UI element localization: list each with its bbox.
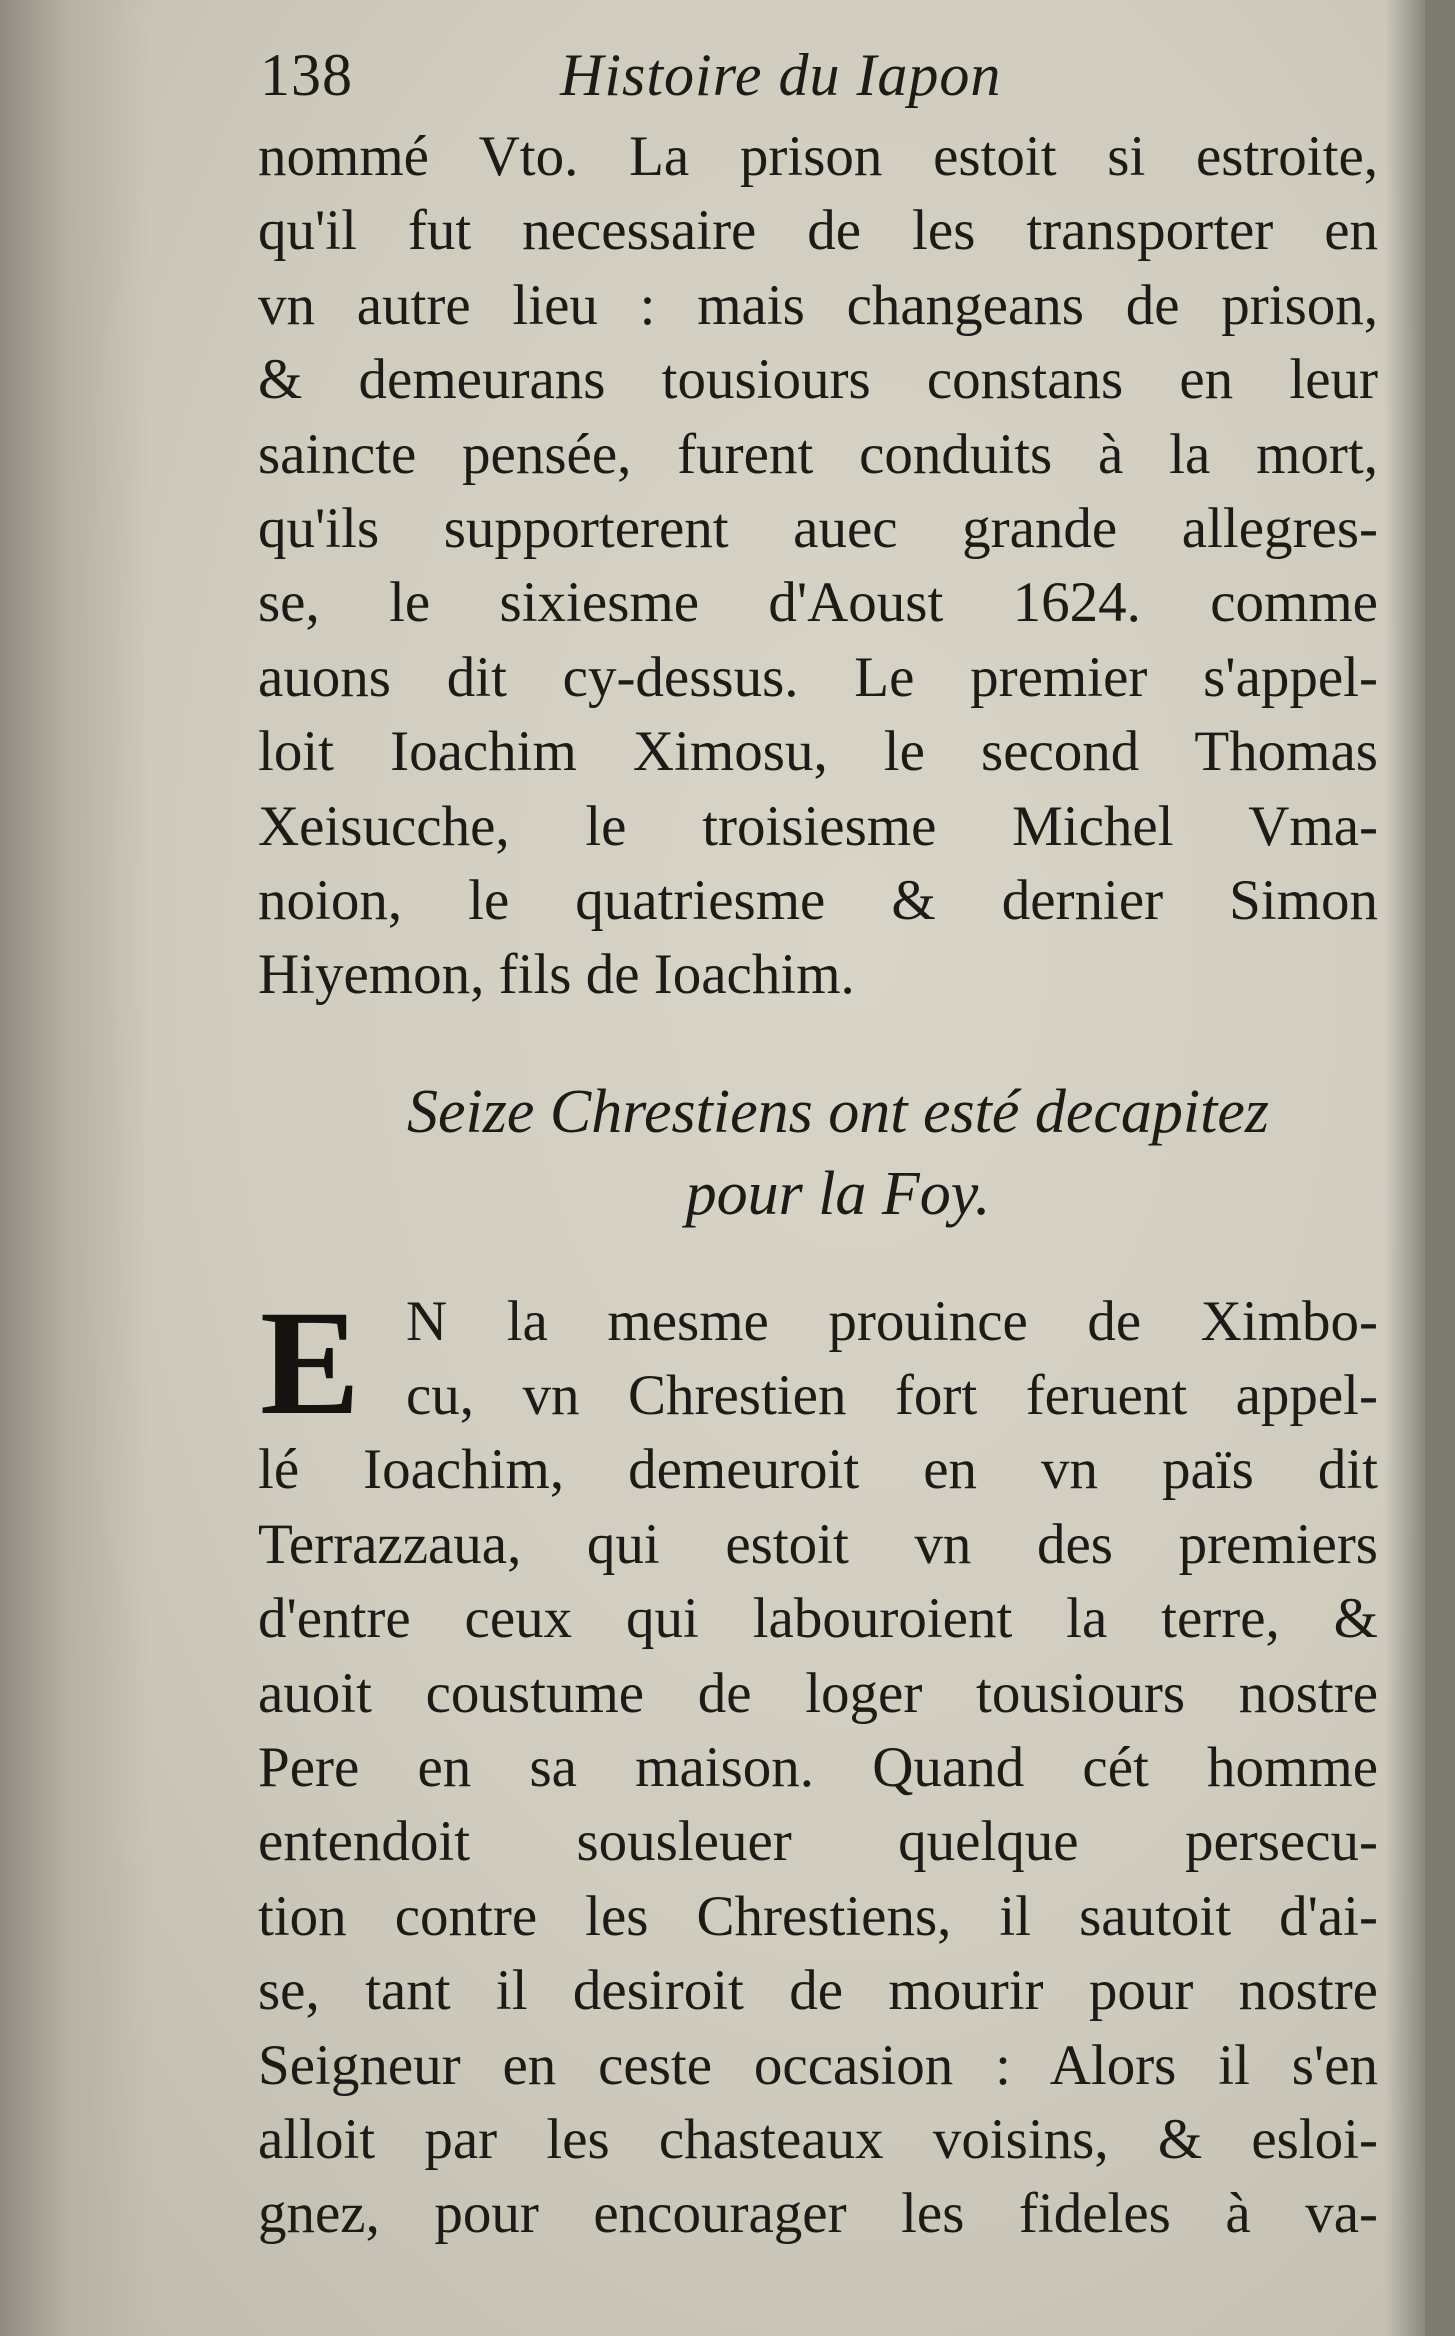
text-line: entendoit sousleuer quelque persecu- [258,1810,1378,1874]
text-line: qu'ils supporterent auec grande allegres- [258,496,1378,560]
text-line: se, le sixiesme d'Aoust 1624. comme [258,571,1378,635]
text-line: Terrazzaua, qui estoit vn des premiers [258,1512,1378,1576]
text-line: se, tant il desiroit de mourir pour nostre [258,1959,1378,2023]
text-line: nommé Vto. La prison estoit si estroite, [258,125,1378,188]
paragraph-1 [258,120,1378,1013]
text-line: auoit coustume de loger tousiours nostre [258,1661,1378,1725]
running-title: Histoire du Iapon [560,42,1002,108]
text-line: cu, vn Chrestien fort feruent appel- [406,1364,1378,1428]
text-line: saincte pensée, furent conduits à la mort, [258,422,1378,486]
text-line: lé Ioachim, demeuroit en vn païs dit [258,1438,1378,1502]
text-line: Hiyemon, fils de Ioachim. [258,943,855,1007]
drop-cap: E [260,1279,361,1446]
text-line: Seigneur en ceste occasion : Alors il s'en [258,2033,1378,2097]
text-line: d'entre ceux qui labouroient la terre, & [258,1587,1378,1651]
running-head [258,30,1378,120]
page-edge-shadow [1385,0,1425,2336]
text-line: Pere en sa maison. Quand cét homme [258,1736,1378,1800]
text-line: alloit par les chasteaux voisins, & esloi- [258,2107,1378,2171]
page-gutter-shadow [0,0,150,2336]
text-line: vn autre lieu : mais changeans de prison, [258,273,1378,337]
section-heading [258,1071,1378,1235]
section-heading-line: Seize Chrestiens ont esté decapitez [406,1077,1270,1146]
text-line: qu'il fut necessaire de les transporter en [258,199,1378,263]
text-line: loit Ioachim Ximosu, le second Thomas [258,720,1378,784]
text-block [258,30,1378,2252]
text-line: gnez, pour encourager les fideles à va- [258,2182,1378,2246]
paragraph-2 [258,1279,1378,2252]
text-line: tion contre les Chrestiens, il sautoit d'ai- [258,1884,1378,1948]
section-heading-line: pour la Foy. [685,1159,991,1228]
text-line: Xeisucche, le troisiesme Michel Vma- [258,794,1378,858]
text-line: noion, le quatriesme & dernier Simon [258,868,1378,932]
text-line: N la mesme prouince de Ximbo- [406,1289,1378,1353]
text-line: auons dit cy-dessus. Le premier s'appel- [258,645,1378,709]
text-line: & demeurans tousiours constans en leur [258,348,1378,412]
page-number: 138 [260,42,353,108]
